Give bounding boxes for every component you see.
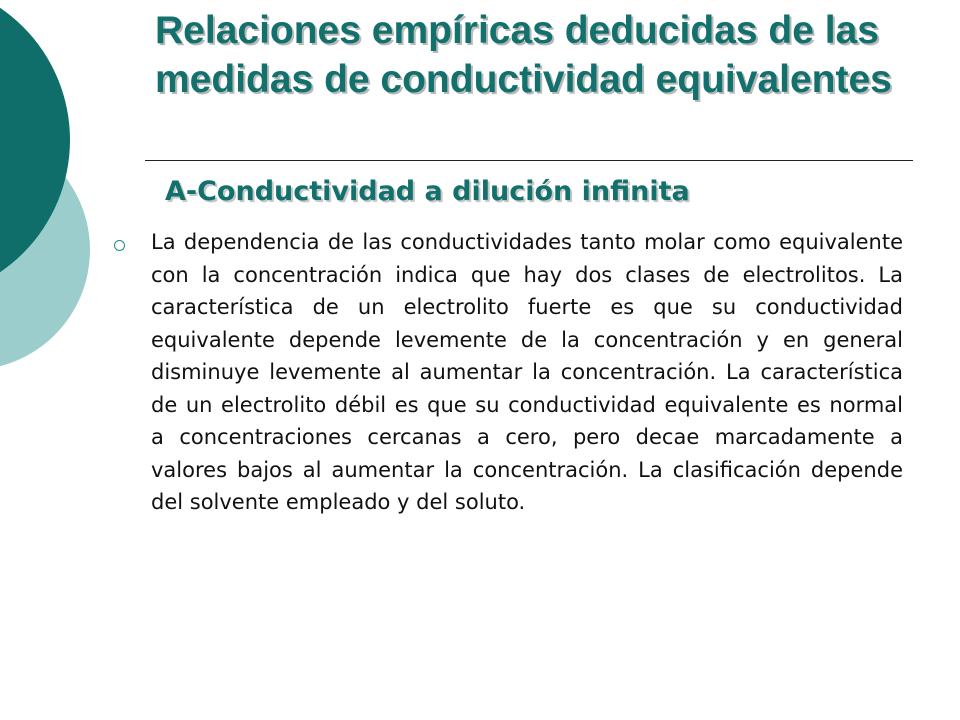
- title-divider: [145, 160, 913, 161]
- circle-bullet-icon: [114, 240, 125, 251]
- slide-subtitle: A-Conductividad a dilución infinita: [165, 176, 690, 207]
- slide-title: Relaciones empíricas deducidas de las medidas de conductividad equivalentes: [155, 9, 892, 101]
- bullet-text: La dependencia de las conductividades tanto molar como equivalente con la concentración indica que hay dos clases de electrolitos. La característica de un electrolito fuerte es que su conductividad equivalente depende levemente de la concentración y en general disminuye levemente al aumentar la concentración. La característica de un electrolito débil es que su conductividad equivalente es normal a concentraciones cercanas a cero, pero decae marcadamente a valores bajos al aumentar la concentración. La clasificación depende del solvente empleado y del soluto.: [151, 230, 903, 514]
